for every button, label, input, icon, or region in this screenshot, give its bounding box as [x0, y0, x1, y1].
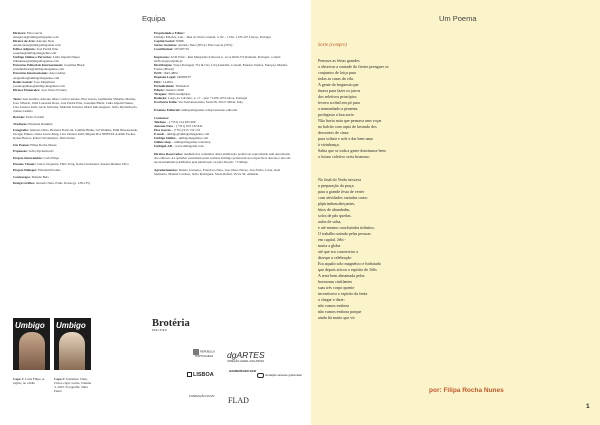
- credit-entry: Um Poema: Filipa Rocha Nunes: [13, 142, 57, 147]
- credit-entry: Design Gráfico: Antonio Neta, Paulo Soares (p. 128-135): [13, 181, 90, 186]
- poem-line: o futuro coletivo seria brumoso: [318, 154, 370, 159]
- flad-logo: FLAD: [228, 396, 249, 405]
- poem-line: que depois ativou o espírito de Jólis: [318, 267, 377, 272]
- cover-1-caption: Capa 1: Carla Filipe, A região, no cáldio: [13, 377, 45, 385]
- poem-line: com atividades variadas como: [318, 195, 368, 200]
- poem-line: prolegasta a boa sorte.: [318, 112, 355, 117]
- staff-list: [13, 31, 140, 92]
- credit-entry: Tiragem: 3000 exemplares: [154, 91, 191, 96]
- poem-line: ainda há muito que vir: [318, 315, 355, 320]
- cover-masthead: Umbigo: [56, 321, 86, 330]
- poem-line: No final do Verão iniciava: [318, 177, 362, 182]
- poem-line: tinava para fazer os jarros: [318, 88, 361, 93]
- credit-entry: Direitos Reservados: nenhum dos conteúdos desta publicação poderá ser reproduzido sem autorização dos editores. As opiniões veiculadas pelas revistas Umbigo pertencem aos respectivos autores e não são necessariamente partilhadas pela publicação ou pela direção. ©Umbigo: [154, 152, 291, 165]
- poem-body: [318, 58, 418, 321]
- poem-stanza-1: [318, 58, 418, 160]
- credit-entry: Diretor Financeiro: Joao Paulo Ferreira: [13, 87, 67, 92]
- credit-entry: Umbigo Online e Parcerias: Lidia Alpoim Nunes: [13, 55, 80, 60]
- cover-2-thumbnail: [54, 318, 91, 370]
- credit-entry: Edição: Outubro 2020: [154, 87, 185, 92]
- credit-entry: Editor Adjunto: José Pardal Pina: [13, 47, 59, 52]
- credit-entry: Diretor de Arte: Antonio Neta: [13, 39, 55, 44]
- poem-line: hormonas cintilantes: [318, 279, 352, 284]
- publisher-info: [154, 31, 294, 176]
- credit-entry: Depósito Legal: 246058/07: [154, 75, 192, 80]
- poem-line: bitos de abundadas,: [318, 207, 351, 212]
- credit-entry: Antonio Neta – (+351) 919 132 842: [154, 123, 203, 128]
- credit-entry: Parcerias Internacionais: Ana Grebler: [13, 71, 66, 76]
- poem-line: pôpirimbascabeçantes,: [318, 201, 356, 206]
- poem-line: todas as casas da vila.: [318, 76, 354, 81]
- page-number: 1: [586, 403, 590, 410]
- credit-entry: Umbigo Online – umbigomagazine.com: [154, 136, 209, 141]
- credit-entry: Tradução: Emanuel Kummer: [13, 121, 53, 126]
- gulbenkian-logo: fundação calouste gulbenkian: [257, 373, 302, 378]
- poem-line: até que era concerteiro a: [318, 249, 359, 254]
- poem-line: Não havia nota que pensava sem voçar: [318, 118, 382, 123]
- poema-page: [311, 0, 600, 425]
- hamburger-bcd-logo: HAMBURGER BCD: [229, 369, 257, 373]
- credit-entry: Elsa Garcia – (+351) 915 132 155: [154, 127, 201, 132]
- credit-entry: Online shop – umbigomagazine.com/shop: [154, 140, 211, 145]
- credits-list: [13, 97, 140, 186]
- equipa-heading: Equipa: [142, 14, 166, 23]
- plmj-logo: FUNDAÇÃO PLMJ: [189, 394, 215, 398]
- credit-entry: lidianunes@umbigomagazine.com: [13, 59, 59, 64]
- credit-entry: Capital Social: 5000€: [154, 39, 184, 44]
- credit-entry: Sócios Gerentes: Antonio Neta (50%) e Elsa Garcia (50%): [154, 43, 233, 48]
- credit-entry: Redes Sociais: Joao Magalhaes: [13, 79, 56, 84]
- poem-line: O trabalho unindo pelas pessoas: [318, 231, 371, 236]
- cover-2-caption: Capa 2: Tomatheo Chen, Chaos-cigar, Leiria. Volume 3, 2023. Fotografia: Shira Petter: [54, 377, 92, 393]
- credit-entry: Propriedade e Editor:: [154, 31, 185, 35]
- poem-line: aulas de salsa,: [318, 219, 342, 224]
- credit-entry: Expansão: Sofia Dyckerhoofs: [13, 149, 54, 154]
- republica-portuguesa-logo: REPÚBLICA PORTUGUESA: [194, 350, 215, 358]
- masthead-column-right: [154, 31, 294, 176]
- poem-line: a preparação da praça: [318, 183, 354, 188]
- credit-entry: josepina@umbigomagazine.com: [13, 51, 57, 56]
- credit-entry: Projeto Intercambio: Carla Filipe: [13, 155, 60, 160]
- poem-line: A terra bem almantada pelas: [318, 273, 365, 278]
- lisboa-icon: [187, 372, 192, 377]
- poem-line: para a grande festa de verter: [318, 189, 365, 194]
- poem-line: incentivava o espírito da fenta: [318, 291, 368, 296]
- credit-entry: E-mail – umbigo@umbigomagazine.com: [154, 132, 210, 137]
- credit-entry: elsagarcia@umbigomagazine.com: [13, 35, 59, 40]
- lisboa-logo: LISBOA: [187, 372, 214, 378]
- credit-entry: Texto: Ana Grebler, Antonio Ohaz, Carla Carbone, Elsa Garcia, Guilherme Villarino Marina, Joao Silvério, Júlia Lousadra Roza, José Pardal Pina, Josseline Black, Lidia Alpoim Nunes, Liza Zennou Zelli, Lúcia Salvador, Mafalda Teixeira, Maria Inês Augusto, Sofia Dyckerhoofs, Tomás Castillo: [13, 96, 138, 113]
- credit-entry: Contracapa: Daniele Belo: [13, 174, 49, 179]
- gulbenkian-icon: [257, 373, 264, 378]
- poem-title: Sorte (compro): [318, 43, 347, 48]
- cover-1-thumbnail: [13, 318, 50, 370]
- poem-line: Sabia que se toda a gente dominasse bem: [318, 148, 386, 153]
- poem-line: para scibair e sole e dar bem umo: [318, 136, 373, 141]
- poem-line: dos seletivos princípios: [318, 94, 357, 99]
- poem-line: não vamos embora: [318, 303, 349, 308]
- credit-entry: ERC: 124954: [154, 79, 173, 84]
- credit-entry: Escritório Itália: Via Sant'Alessandro Sauli 28, 20127 Milan, Italy: [154, 99, 243, 104]
- poem-line: descontes de cinza: [318, 130, 349, 135]
- poem-line: em capital. Jebt -: [318, 237, 346, 242]
- credit-entry: Agradecimentos: Duarte Lourenço, Francisco Neta, Joao Nuno Neves, Joao Pedro Costa, Isaia Sarmento, Manuel Cardoso, Sofia Rodrigues, Sónia Rafael, Victor M. Almeida: [154, 168, 281, 177]
- credit-entry: Parcerias Editoriais Internacionais: Josseline Black: [13, 63, 85, 68]
- poem-line: dizeqar a celebração: [318, 255, 352, 260]
- broteria-logo: Brotéria PARCEIRO: [152, 318, 190, 332]
- masthead-column-left: [13, 31, 140, 188]
- credit-entry: anagrebler@umbigomagazine.com: [13, 75, 60, 80]
- poem-line: no balcão com arpia de lavando dos: [318, 124, 377, 129]
- dgartes-logo: dgARTES DIREÇÃO-GERAL DAS ARTES: [227, 350, 265, 363]
- credit-entry: Diretora: Elsa Garcia: [13, 31, 43, 35]
- poem-line: conjuntos de loiça para: [318, 70, 356, 75]
- credit-entry: Umbigo Edições, Lda. – Rua do Norte Grande, n. 62 – 1 Dta. 1170-247 Lisboa, Portugal: [154, 35, 271, 40]
- poem-line: e até mesmo concluindos infinitos.: [318, 225, 375, 230]
- credit-entry: antonioneta@umbigomagazine.com: [13, 43, 61, 48]
- credit-entry: joaomagalhaes@umbigomagazine.com: [13, 83, 65, 88]
- poem-stanza-2: [318, 177, 418, 321]
- poem-line: Era aqualo solo magnético e hidratado: [318, 261, 381, 266]
- credit-entry: Impressão: ACD Print – Rua Margarida d'Alcona n. 12-A 2620-272 Ramada. Portugal / e-mail: mcflows@acdprint.pt: [154, 55, 281, 64]
- credit-entry: Redação: Largo do Calvário, n. 17 – piso +1200-105 Lisboa, Portugal: [154, 95, 248, 100]
- credit-entry: Periodicidade: Trimestral: [154, 83, 189, 88]
- poem-line: solos de pão quedas.: [318, 213, 352, 218]
- credit-entry: ISSN: 1645-4804: [154, 71, 178, 76]
- poem-author: por: Filipa Rocha Nunes: [429, 387, 504, 394]
- poem-line: suas très corpo quente: [318, 285, 355, 290]
- poem-line: não vamos embora porque: [318, 309, 362, 314]
- poem-line: o nomunhado a pimenta: [318, 106, 358, 111]
- credit-entry: Revisão: Pedro Sotomi: [13, 115, 44, 120]
- poem-line: muita a globa: [318, 243, 341, 248]
- poem-line: Pensava as férias grandes: [318, 58, 360, 63]
- credit-entry: Projeto Diálogos: Elisabeth Prentis: [13, 168, 61, 173]
- credit-entry: UmbigoLAB – www.umbigolab.com: [154, 144, 204, 149]
- poem-line: levava scribal em pó para: [318, 100, 360, 105]
- credit-entry: Telefone – (+351) 214 945 609: [154, 119, 196, 124]
- cover-figure: [19, 332, 45, 370]
- credit-entry: Contribuinte: 507497710: [154, 47, 190, 52]
- poema-heading: Um Poema: [439, 14, 477, 23]
- credit-entry: josselineblack@umbigomagazine.com: [13, 67, 64, 72]
- poem-line: a chegar e dizer:: [318, 297, 345, 302]
- poem-line: à vizinhança.: [318, 142, 340, 147]
- cover-figure: [59, 332, 85, 370]
- cover-masthead: Umbigo: [15, 321, 45, 330]
- poem-line: A gente da freguesia que: [318, 82, 359, 87]
- credit-entry: Ensaios Visuais: Carlos Nogueira, Félix Vong, Kalas Lindstrand, Susana Mendes Silva: [13, 162, 129, 166]
- credit-entry: Distribuição: Vasp (Portugal) / Ex & City Ltd (Austrália, Canadá, Estados Unidos, Europa), Martins Fontes (Brasil): [154, 63, 288, 72]
- credit-entry: Contactos:: [154, 115, 170, 120]
- credit-entry: Fotografia: Antonio Olaio, Bernard Franconi, Camille Blake, Gil Watkins, Emil Hasenwande, Giorgio Pinnes, Lúisa Lewis-King, Liza Zennou Zelli, Miguel Dos NEBVULA,Ruth Tucker, Kaisel Barros, Robert Wodesmyer, Shira Petter: [13, 128, 138, 141]
- poem-line: o observar a vontade do fiestre prenguer os: [318, 64, 389, 69]
- credit-entry: Estatuto Editorial: umbigomagazine.com/pt/estatuto-editorial: [154, 107, 238, 112]
